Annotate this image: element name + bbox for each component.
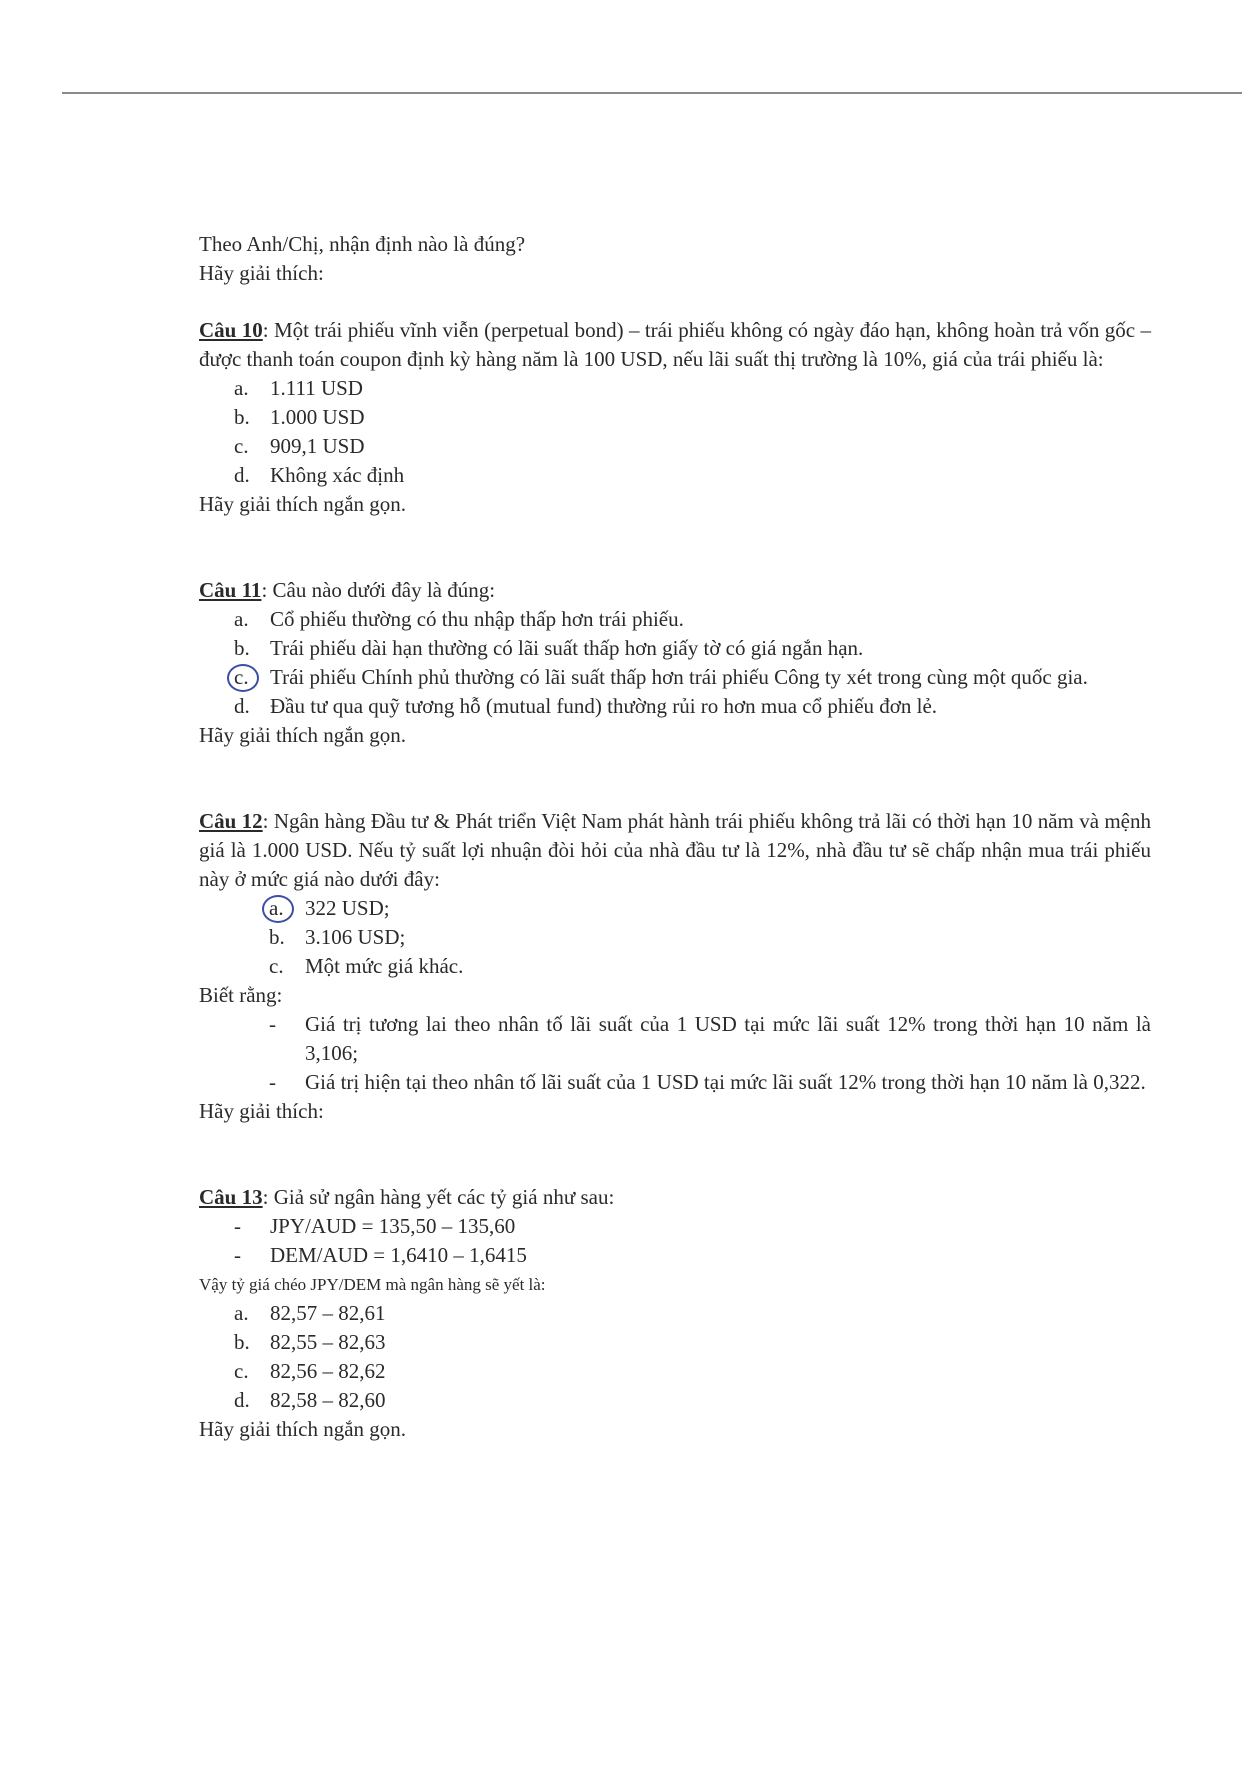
given-item bbox=[199, 1010, 1151, 1068]
option-key: b. bbox=[234, 405, 250, 429]
question-10-text bbox=[199, 316, 1151, 374]
question-10-body: : Một trái phiếu vĩnh viễn (perpetual bond) – trái phiếu không có ngày đáo hạn, không hoàn trả vốn gốc – được thanh toán coupon định kỳ hàng năm là 100 USD, nếu lãi suất thị trường là 10%, giá của trái phiếu là: bbox=[199, 318, 1151, 371]
option-10d bbox=[199, 461, 1151, 490]
question-12-footer: Hãy giải thích: bbox=[199, 1099, 324, 1123]
option-text: 82,57 – 82,61 bbox=[270, 1301, 386, 1325]
option-key: c. bbox=[269, 954, 284, 978]
option-text: 82,56 – 82,62 bbox=[270, 1359, 386, 1383]
option-text: Đầu tư qua quỹ tương hỗ (mutual fund) thường rủi ro hơn mua cổ phiếu đơn lẻ. bbox=[270, 694, 938, 718]
dash-mark: - bbox=[234, 1214, 241, 1238]
question-12 bbox=[199, 807, 1151, 1126]
question-10 bbox=[199, 316, 1151, 519]
option-key bbox=[234, 663, 270, 692]
option-text: 322 USD; bbox=[305, 896, 390, 920]
option-13a bbox=[199, 1299, 1151, 1328]
dash-mark: - bbox=[269, 1012, 276, 1036]
option-key-text: c. bbox=[234, 665, 249, 689]
rate-text: JPY/AUD = 135,50 – 135,60 bbox=[270, 1214, 516, 1238]
option-text: Trái phiếu Chính phủ thường có lãi suất thấp hơn trái phiếu Công ty xét trong cùng một quốc gia. bbox=[270, 665, 1088, 689]
handwritten-circle-mark bbox=[227, 664, 259, 692]
question-11-footer: Hãy giải thích ngắn gọn. bbox=[199, 723, 407, 747]
question-10-footer: Hãy giải thích ngắn gọn. bbox=[199, 492, 407, 516]
question-12-given-label: Biết rằng: bbox=[199, 983, 283, 1007]
option-text: Cổ phiếu thường có thu nhập thấp hơn trái phiếu. bbox=[270, 607, 684, 631]
question-13-body: : Giả sử ngân hàng yết các tỷ giá như sau: bbox=[262, 1185, 615, 1209]
option-key: d. bbox=[234, 463, 250, 487]
option-key: c. bbox=[234, 1359, 249, 1383]
option-key: a. bbox=[234, 376, 249, 400]
option-12a-selected bbox=[199, 894, 1151, 923]
intro-instruction: Hãy giải thích: bbox=[199, 261, 324, 285]
option-key: b. bbox=[234, 636, 250, 660]
option-13b bbox=[199, 1328, 1151, 1357]
option-key: b. bbox=[234, 1330, 250, 1354]
question-13-prompt: Vậy tỷ giá chéo JPY/DEM mà ngân hàng sẽ yết là: bbox=[199, 1275, 546, 1294]
option-text: 82,58 – 82,60 bbox=[270, 1388, 386, 1412]
question-11-body: : Câu nào dưới đây là đúng: bbox=[261, 578, 496, 602]
option-key: d. bbox=[234, 694, 250, 718]
question-12-body: : Ngân hàng Đầu tư & Phát triển Việt Nam phát hành trái phiếu không trả lãi có thời hạn 10 năm và mệnh giá là 1.000 USD. Nếu tỷ suất lợi nhuận đòi hỏi của nhà đầu tư là 12%, nhà đầu tư sẽ chấp nhận mua trái phiếu này ở mức giá nào dưới đây: bbox=[199, 809, 1151, 891]
question-13-heading: Câu 13 bbox=[199, 1185, 263, 1209]
dash-mark: - bbox=[269, 1070, 276, 1094]
option-11a bbox=[199, 605, 1151, 634]
question-11-text bbox=[199, 576, 1151, 605]
given-text: Giá trị tương lai theo nhân tố lãi suất của 1 USD tại mức lãi suất 12% trong thời hạn 10 năm là 3,106; bbox=[305, 1012, 1151, 1065]
question-11 bbox=[199, 576, 1151, 750]
question-13 bbox=[199, 1183, 1151, 1444]
question-10-heading: Câu 10 bbox=[199, 318, 263, 342]
given-text: Giá trị hiện tại theo nhân tố lãi suất của 1 USD tại mức lãi suất 12% trong thời hạn 10 năm là 0,322. bbox=[305, 1070, 1146, 1094]
option-12c bbox=[199, 952, 1151, 981]
option-key: a. bbox=[234, 607, 249, 631]
option-11c-selected bbox=[199, 663, 1151, 692]
question-12-text bbox=[199, 807, 1151, 894]
option-text: 1.000 USD bbox=[270, 405, 365, 429]
option-10b bbox=[199, 403, 1151, 432]
question-13-text bbox=[199, 1183, 1151, 1212]
option-11d bbox=[199, 692, 1151, 721]
question-11-heading: Câu 11 bbox=[199, 578, 262, 602]
option-10c bbox=[199, 432, 1151, 461]
option-key: b. bbox=[269, 925, 285, 949]
option-10a bbox=[199, 374, 1151, 403]
option-key-text: a. bbox=[269, 896, 284, 920]
option-text: 3.106 USD; bbox=[305, 925, 406, 949]
option-text: 82,55 – 82,63 bbox=[270, 1330, 386, 1354]
option-key: c. bbox=[234, 434, 249, 458]
handwritten-circle-mark bbox=[262, 895, 294, 923]
rate-item bbox=[199, 1212, 1151, 1241]
option-key bbox=[269, 894, 305, 923]
option-12b bbox=[199, 923, 1151, 952]
dash-mark: - bbox=[234, 1243, 241, 1267]
option-text: 1.111 USD bbox=[270, 376, 363, 400]
option-text: 909,1 USD bbox=[270, 434, 365, 458]
rate-item bbox=[199, 1241, 1151, 1270]
question-13-footer: Hãy giải thích ngắn gọn. bbox=[199, 1417, 407, 1441]
option-13c bbox=[199, 1357, 1151, 1386]
option-13d bbox=[199, 1386, 1151, 1415]
intro-question: Theo Anh/Chị, nhận định nào là đúng? bbox=[199, 232, 526, 256]
option-text: Trái phiếu dài hạn thường có lãi suất thấp hơn giấy tờ có giá ngắn hạn. bbox=[270, 636, 864, 660]
header-rule bbox=[62, 92, 1242, 94]
option-text: Không xác định bbox=[270, 463, 405, 487]
option-text: Một mức giá khác. bbox=[305, 954, 464, 978]
given-item bbox=[199, 1068, 1151, 1097]
question-12-heading: Câu 12 bbox=[199, 809, 263, 833]
rate-text: DEM/AUD = 1,6410 – 1,6415 bbox=[270, 1243, 527, 1267]
page-content bbox=[199, 230, 1151, 1444]
option-11b bbox=[199, 634, 1151, 663]
option-key: d. bbox=[234, 1388, 250, 1412]
option-key: a. bbox=[234, 1301, 249, 1325]
